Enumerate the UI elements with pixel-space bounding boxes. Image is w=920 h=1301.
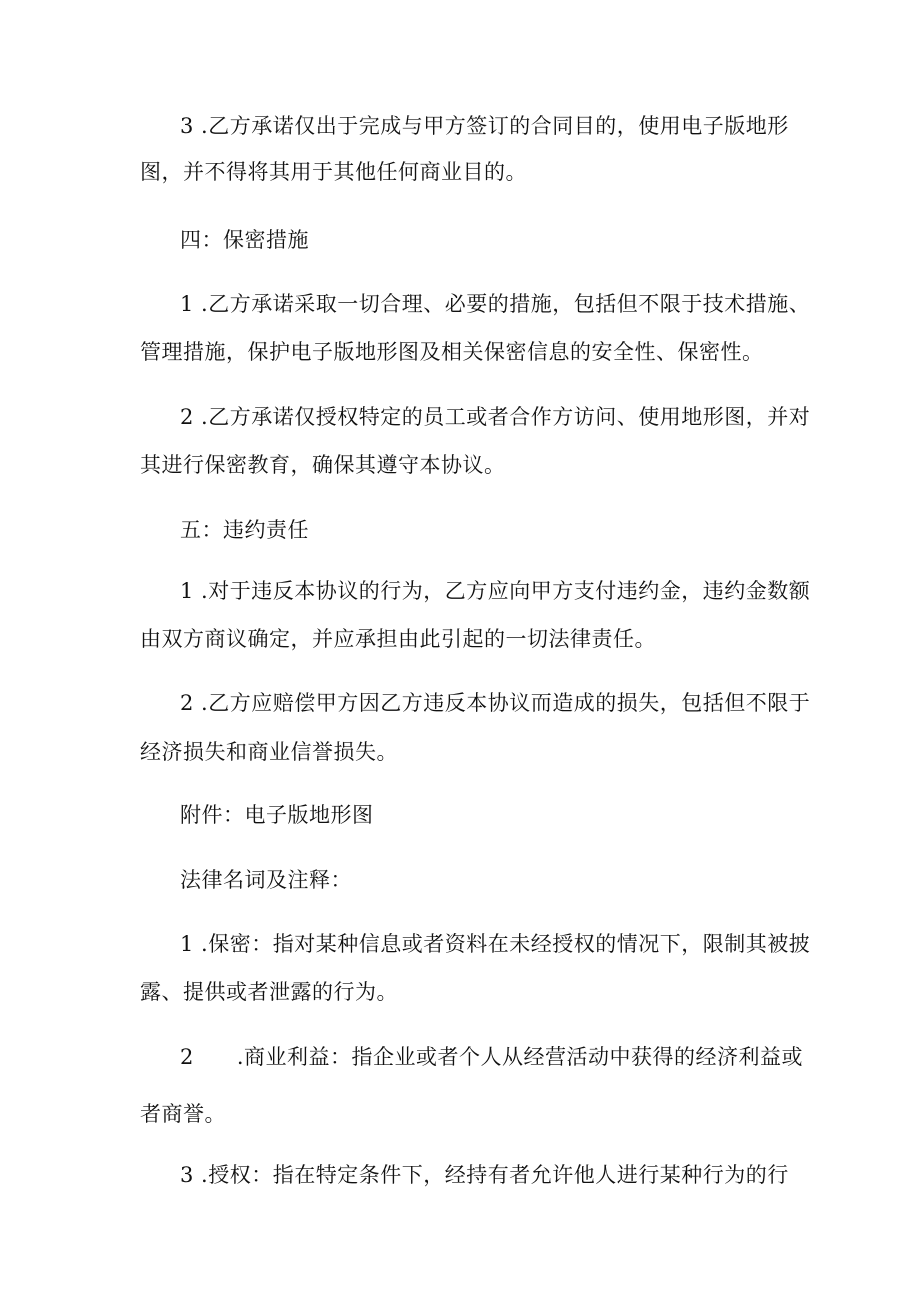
section4-clause-2-line-2: 其进行保密教育，确保其遵守本协议。 bbox=[140, 453, 506, 477]
term-3-line-1: 3 .授权：指在特定条件下，经持有者允许他人进行某种行为的行 bbox=[180, 1163, 789, 1187]
legal-terms-heading: 法律名词及注释： bbox=[180, 868, 352, 892]
attachment-line: 附件：电子版地形图 bbox=[180, 803, 374, 827]
section-heading-liability: 五：违约责任 bbox=[180, 518, 309, 542]
term-2-line-1: 2 .商业利益：指企业或者个人从经营活动中获得的经济利益或 bbox=[180, 1045, 804, 1069]
section5-clause-2-line-2: 经济损失和商业信誉损失。 bbox=[140, 740, 398, 764]
term-1-line-2: 露、提供或者泄露的行为。 bbox=[140, 980, 398, 1004]
section4-clause-1-line-1: 1 .乙方承诺采取一切合理、必要的措施，包括但不限于技术措施、 bbox=[180, 292, 811, 316]
clause-3-line-1: 3 .乙方承诺仅出于完成与甲方签订的合同目的，使用电子版地形 bbox=[180, 114, 789, 138]
section-heading-confidentiality: 四：保密措施 bbox=[180, 228, 309, 252]
term-1-line-1: 1 .保密：指对某种信息或者资料在未经授权的情况下，限制其被披 bbox=[180, 932, 811, 956]
section4-clause-2-line-1: 2 .乙方承诺仅授权特定的员工或者合作方访问、使用地形图，并对 bbox=[180, 405, 811, 429]
section5-clause-1-line-2: 由双方商议确定，并应承担由此引起的一切法律责任。 bbox=[140, 627, 656, 651]
section5-clause-2-line-1: 2 .乙方应赔偿甲方因乙方违反本协议而造成的损失，包括但不限于 bbox=[180, 691, 811, 715]
section4-clause-1-line-2: 管理措施，保护电子版地形图及相关保密信息的安全性、保密性。 bbox=[140, 340, 764, 364]
term-2-line-2: 者商誉。 bbox=[140, 1102, 226, 1126]
section5-clause-1-line-1: 1 .对于违反本协议的行为，乙方应向甲方支付违约金，违约金数额 bbox=[180, 579, 811, 603]
clause-3-line-2: 图，并不得将其用于其他任何商业目的。 bbox=[140, 160, 527, 184]
